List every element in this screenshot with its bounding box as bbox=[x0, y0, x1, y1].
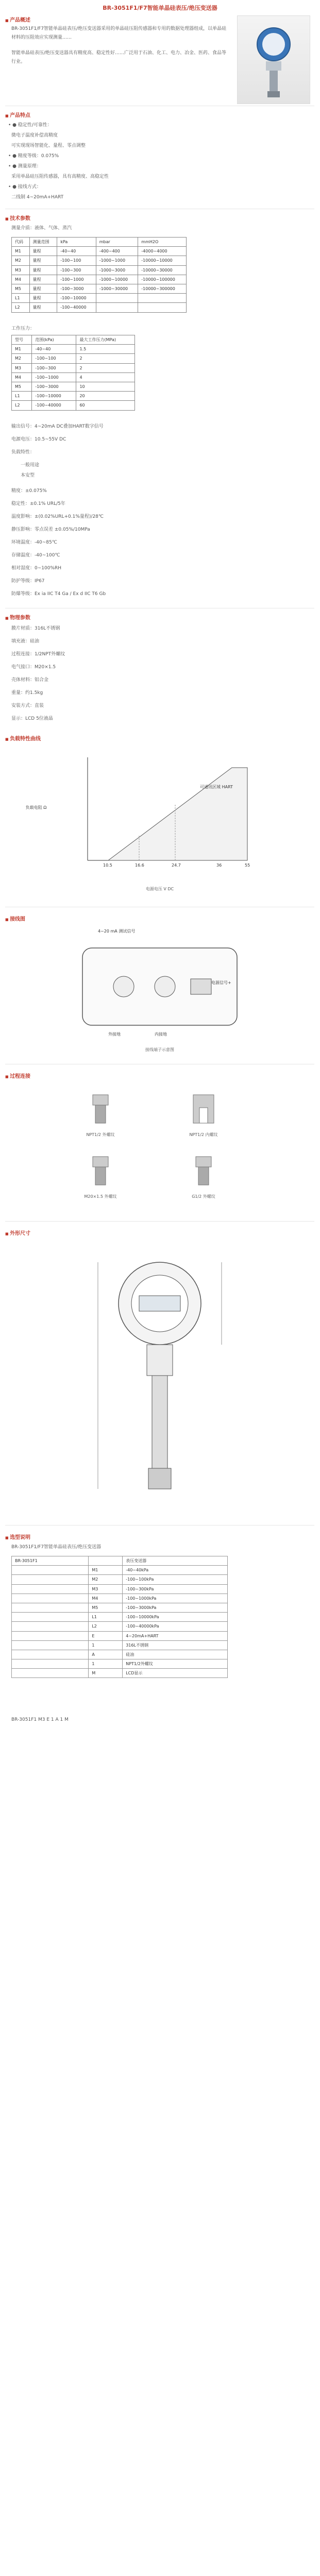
table-row bbox=[12, 1659, 228, 1669]
chart-ylabel: 负载电阻 Ω bbox=[25, 805, 47, 810]
cell: -400~400 bbox=[96, 247, 138, 256]
cell: L1 bbox=[12, 392, 32, 401]
cell: 4 bbox=[76, 372, 135, 382]
cell: -100~10000kPa bbox=[123, 1613, 228, 1622]
cell: M5 bbox=[12, 284, 30, 293]
table-row bbox=[12, 382, 135, 391]
cell: M1 bbox=[89, 1566, 123, 1575]
cell: -40~40kPa bbox=[123, 1566, 228, 1575]
cell: -100~40000kPa bbox=[123, 1622, 228, 1631]
cell: L2 bbox=[12, 303, 30, 312]
cell: L1 bbox=[12, 294, 30, 303]
cell bbox=[12, 1584, 89, 1594]
spec-line: 精度：±0.075% bbox=[11, 488, 47, 494]
cell: -4000~4000 bbox=[138, 247, 187, 256]
cell: -100~100 bbox=[32, 354, 76, 363]
section-title-order: ■ 选型说明 bbox=[5, 1533, 30, 1543]
cell: -100~3000 bbox=[32, 382, 76, 391]
table-row bbox=[12, 303, 187, 312]
cell: M4 bbox=[89, 1594, 123, 1603]
range-header: 代码 bbox=[12, 238, 30, 247]
cell bbox=[138, 294, 187, 303]
neck bbox=[147, 1345, 173, 1376]
order-example: BR-3051F1 M3 E 1 A 1 M bbox=[11, 1717, 69, 1722]
product-image bbox=[237, 15, 310, 104]
spec-line: 防护等级：IP67 bbox=[11, 579, 45, 584]
cell bbox=[138, 303, 187, 312]
cell: A bbox=[89, 1650, 123, 1659]
thread-label: NPT1/2 内螺纹 bbox=[189, 1132, 218, 1138]
cell bbox=[12, 1566, 89, 1575]
spec-line: 静压影响：零点误差 ±0.05%/10MPa bbox=[11, 527, 90, 532]
load-chart bbox=[62, 747, 258, 881]
chart-tick: 16.6 bbox=[135, 863, 144, 868]
feature-item: 可实现现场智能化、量程、零点调整 bbox=[11, 143, 86, 148]
pressure-title: 工作压力： bbox=[11, 326, 35, 331]
cell: 量程 bbox=[29, 303, 57, 312]
cell: -100~100kPa bbox=[123, 1575, 228, 1584]
spec-line: 一般用途 bbox=[21, 463, 40, 468]
cell: -100~10000 bbox=[32, 392, 76, 401]
cell: M4 bbox=[12, 275, 30, 284]
structure-line: 膜片材质：316L不锈钢 bbox=[11, 626, 60, 631]
cell: LCD显示 bbox=[123, 1669, 228, 1678]
cell bbox=[12, 1659, 89, 1669]
structure-line: 安装方式：直装 bbox=[11, 703, 44, 708]
table-row bbox=[12, 1584, 228, 1594]
cell: L1 bbox=[89, 1613, 123, 1622]
table-row bbox=[12, 1603, 228, 1612]
cell: -10000~30000 bbox=[138, 265, 187, 275]
table-row bbox=[12, 1566, 228, 1575]
feature-item: • ● 稳定性/可靠性： bbox=[8, 121, 52, 130]
range-header: kPa bbox=[57, 238, 96, 247]
cell: 1 bbox=[89, 1659, 123, 1669]
cell: -100~10000 bbox=[57, 294, 96, 303]
process-connection bbox=[148, 1468, 171, 1489]
pressure-table bbox=[11, 335, 135, 411]
table-row bbox=[12, 1622, 228, 1631]
spec-line: 电源电压：10.5~55V DC bbox=[11, 437, 66, 442]
cell: 1 bbox=[89, 1640, 123, 1650]
cell bbox=[12, 1613, 89, 1622]
table-row bbox=[12, 256, 187, 265]
cell: 2 bbox=[76, 354, 135, 363]
divider bbox=[5, 1525, 314, 1526]
cell: M2 bbox=[89, 1575, 123, 1584]
thread-label: G1/2 外螺纹 bbox=[192, 1194, 215, 1199]
cell: BR-3051F1 bbox=[12, 1556, 89, 1566]
cell bbox=[12, 1594, 89, 1603]
cell: 量程 bbox=[29, 256, 57, 265]
wiring-label: 4~20 mA 测试信号 bbox=[98, 929, 136, 934]
spec-line: 环境温度：-40~85℃ bbox=[11, 540, 57, 545]
cell: M2 bbox=[12, 256, 30, 265]
table-row bbox=[12, 1650, 228, 1659]
cell: -40~40 bbox=[57, 247, 96, 256]
cell bbox=[12, 1650, 89, 1659]
cell: M bbox=[89, 1669, 123, 1678]
overview-text-1: BR-3051F1/F7智能单晶硅表压/绝压变送器采用的单晶硅压阻传感器和专用的数据处理器组成，以单晶硅材料的压阻效应实现测量…… bbox=[11, 26, 227, 41]
cell: M2 bbox=[12, 354, 32, 363]
chart-tick: 55 bbox=[245, 863, 250, 868]
range-header: mmH2O bbox=[138, 238, 187, 247]
cell: M3 bbox=[89, 1584, 123, 1594]
thread-item bbox=[186, 1154, 222, 1200]
cell: -1000~3000 bbox=[96, 265, 138, 275]
section-title-threads: ■ 过程连接 bbox=[5, 1072, 30, 1081]
table-row bbox=[12, 354, 135, 363]
table-row bbox=[12, 1594, 228, 1603]
spec-line: 相对湿度：0~100%RH bbox=[11, 566, 62, 571]
cell: M3 bbox=[12, 265, 30, 275]
cell: 量程 bbox=[29, 265, 57, 275]
feature-item: • ● 接线方式： bbox=[8, 183, 41, 192]
table-row bbox=[12, 372, 135, 382]
cell: -100~300 bbox=[32, 363, 76, 372]
cell: 量程 bbox=[29, 284, 57, 293]
cell: NPT1/2外螺纹 bbox=[123, 1659, 228, 1669]
feature-item: 二线制 4~20mA+HART bbox=[11, 195, 64, 200]
structure-line: 壳体材料：铝合金 bbox=[11, 677, 49, 683]
sensor-body bbox=[152, 1376, 167, 1468]
section-title-dimensions: ■ 外形尺寸 bbox=[5, 1229, 30, 1239]
spec-line: 负载特性： bbox=[11, 450, 35, 455]
table-row bbox=[12, 275, 187, 284]
cell: 1.5 bbox=[76, 345, 135, 354]
structure-line: 显示：LCD 5位液晶 bbox=[11, 716, 53, 721]
structure-line: 过程连接：1/2NPT外螺纹 bbox=[11, 652, 65, 657]
table-row bbox=[12, 363, 135, 372]
spec-line: 输出信号：4~20mA DC叠加HART数字信号 bbox=[11, 424, 104, 429]
wiring-label: 内接地 bbox=[155, 1032, 167, 1037]
cell: -100~3000 bbox=[57, 284, 96, 293]
table-row bbox=[12, 392, 135, 401]
cell bbox=[12, 1640, 89, 1650]
cell: M4 bbox=[12, 372, 32, 382]
thread-item bbox=[186, 1092, 222, 1139]
table-row bbox=[12, 284, 187, 293]
chart-tick: 24.7 bbox=[172, 863, 181, 868]
range-header: mbar bbox=[96, 238, 138, 247]
section-title-wiring: ■ 接线图 bbox=[5, 914, 25, 924]
cell: -100~3000kPa bbox=[123, 1603, 228, 1612]
cell: -100~40000 bbox=[57, 303, 96, 312]
wiring-caption: 接线端子示意图 bbox=[145, 1047, 174, 1052]
thread-label: M20×1.5 外螺纹 bbox=[84, 1194, 117, 1199]
feature-item: • ● 测量原理： bbox=[8, 162, 41, 171]
section-title-overview: ■ 产品概述 bbox=[5, 15, 30, 25]
pressure-header: 范围(kPa) bbox=[32, 335, 76, 345]
chart-tick: 36 bbox=[216, 863, 222, 868]
table-row bbox=[12, 1631, 228, 1640]
pressure-header: 最大工作压力(MPa) bbox=[76, 335, 135, 345]
cell: 量程 bbox=[29, 294, 57, 303]
cell: -100~1000 bbox=[57, 275, 96, 284]
wiring-label: 电源信号+ bbox=[211, 980, 231, 985]
table-row bbox=[12, 265, 187, 275]
cell bbox=[12, 1669, 89, 1678]
range-table bbox=[11, 237, 187, 313]
terminal-plus bbox=[113, 976, 134, 997]
table-row bbox=[12, 345, 135, 354]
lcd-display bbox=[139, 1296, 180, 1311]
cell: -100~40000 bbox=[32, 401, 76, 410]
section-title-structure: ■ 物理参数 bbox=[5, 613, 30, 623]
structure-line: 电气接口：M20×1.5 bbox=[11, 665, 56, 670]
cell: -100~300 bbox=[57, 265, 96, 275]
cell: 10 bbox=[76, 382, 135, 391]
cell bbox=[12, 1603, 89, 1612]
order-heading: BR-3051F1/F7智能单晶硅表压/绝压变送器 bbox=[11, 1545, 102, 1550]
thread-item bbox=[82, 1154, 119, 1200]
range-header: 测量范围 bbox=[29, 238, 57, 247]
cell bbox=[89, 1556, 123, 1566]
chart-note: 可通讯区域 HART bbox=[200, 785, 233, 789]
cell: 表压变送器 bbox=[123, 1556, 228, 1566]
cell: 316L不锈钢 bbox=[123, 1640, 228, 1650]
section-title-features: ■ 产品特点 bbox=[5, 111, 30, 121]
section-title-chart: ■ 负载特性曲线 bbox=[5, 734, 41, 744]
cell: 20 bbox=[76, 392, 135, 401]
cell: 4~20mA+HART bbox=[123, 1631, 228, 1640]
table-row bbox=[12, 294, 187, 303]
table-row bbox=[12, 247, 187, 256]
cell: -100~1000 bbox=[32, 372, 76, 382]
ground-terminal bbox=[191, 979, 211, 994]
cell bbox=[96, 303, 138, 312]
chart-tick: 10.5 bbox=[103, 863, 112, 868]
spec-line: 存储温度：-40~100℃ bbox=[11, 553, 60, 558]
cell: M5 bbox=[12, 382, 32, 391]
cell: 量程 bbox=[29, 247, 57, 256]
cell bbox=[12, 1631, 89, 1640]
cell: M5 bbox=[89, 1603, 123, 1612]
cell: -10000~100000 bbox=[138, 275, 187, 284]
cell bbox=[12, 1622, 89, 1631]
spec-line: 温度影响：±(0.02%URL+0.1%量程)/28℃ bbox=[11, 514, 104, 519]
load-region bbox=[108, 768, 247, 860]
overview-text-2: 智能单晶硅表压/绝压变送器具有精度高、稳定性好……广泛用于石油、化工、电力、冶金、医药、食品等行业。 bbox=[11, 50, 227, 65]
terminal-minus bbox=[155, 976, 175, 997]
spec-line: 稳定性：±0.1% URL/5年 bbox=[11, 501, 65, 506]
spec-medium: 测量介质：液体、气体、蒸汽 bbox=[11, 226, 72, 231]
table-row bbox=[12, 401, 135, 410]
thread-item bbox=[82, 1092, 119, 1139]
feature-item: • ● 精度等级：0.075% bbox=[8, 152, 59, 161]
divider bbox=[5, 1221, 314, 1222]
spec-line: 本安型 bbox=[21, 473, 35, 478]
cell: -10000~10000 bbox=[138, 256, 187, 265]
table-row bbox=[12, 1556, 228, 1566]
cell: E bbox=[89, 1631, 123, 1640]
section-title-specs: ■ 技术参数 bbox=[5, 214, 30, 224]
cell: 硅油 bbox=[123, 1650, 228, 1659]
order-table bbox=[11, 1556, 228, 1678]
cell: -100~1000kPa bbox=[123, 1594, 228, 1603]
cell: 60 bbox=[76, 401, 135, 410]
table-row bbox=[12, 1640, 228, 1650]
structure-line: 重量：约1.5kg bbox=[11, 690, 43, 696]
spec-line: 防爆等级：Ex ia IIC T4 Ga / Ex d IIC T6 Gb bbox=[11, 591, 106, 597]
table-row bbox=[12, 1613, 228, 1622]
cell: M1 bbox=[12, 247, 30, 256]
table-row bbox=[12, 1575, 228, 1584]
cell: M1 bbox=[12, 345, 32, 354]
chart-xlabel: 电源电压 V DC bbox=[145, 887, 174, 891]
cell bbox=[12, 1575, 89, 1584]
cell: 2 bbox=[76, 363, 135, 372]
cell: -100~300kPa bbox=[123, 1584, 228, 1594]
cell: L2 bbox=[12, 401, 32, 410]
cell: -1000~10000 bbox=[96, 275, 138, 284]
cell: 量程 bbox=[29, 275, 57, 284]
cell: -10000~300000 bbox=[138, 284, 187, 293]
feature-item: 微电子温度补偿高精度 bbox=[11, 133, 58, 138]
cell: -1000~30000 bbox=[96, 284, 138, 293]
feature-item: 采用单晶硅压阻传感器，具有高精度、高稳定性 bbox=[11, 174, 109, 179]
pressure-header: 型号 bbox=[12, 335, 32, 345]
thread-label: NPT1/2 外螺纹 bbox=[86, 1132, 115, 1138]
table-row bbox=[12, 1669, 228, 1678]
page-title: BR-3051F1/F7智能单晶硅表压/绝压变送器 bbox=[103, 5, 217, 11]
cell: L2 bbox=[89, 1622, 123, 1631]
cell: -100~100 bbox=[57, 256, 96, 265]
dimension-drawing bbox=[77, 1247, 242, 1515]
cell: -1000~1000 bbox=[96, 256, 138, 265]
cell bbox=[96, 294, 138, 303]
cell: M3 bbox=[12, 363, 32, 372]
cell: -40~40 bbox=[32, 345, 76, 354]
structure-line: 填充液：硅油 bbox=[11, 639, 40, 644]
wiring-label: 外接地 bbox=[108, 1032, 121, 1037]
